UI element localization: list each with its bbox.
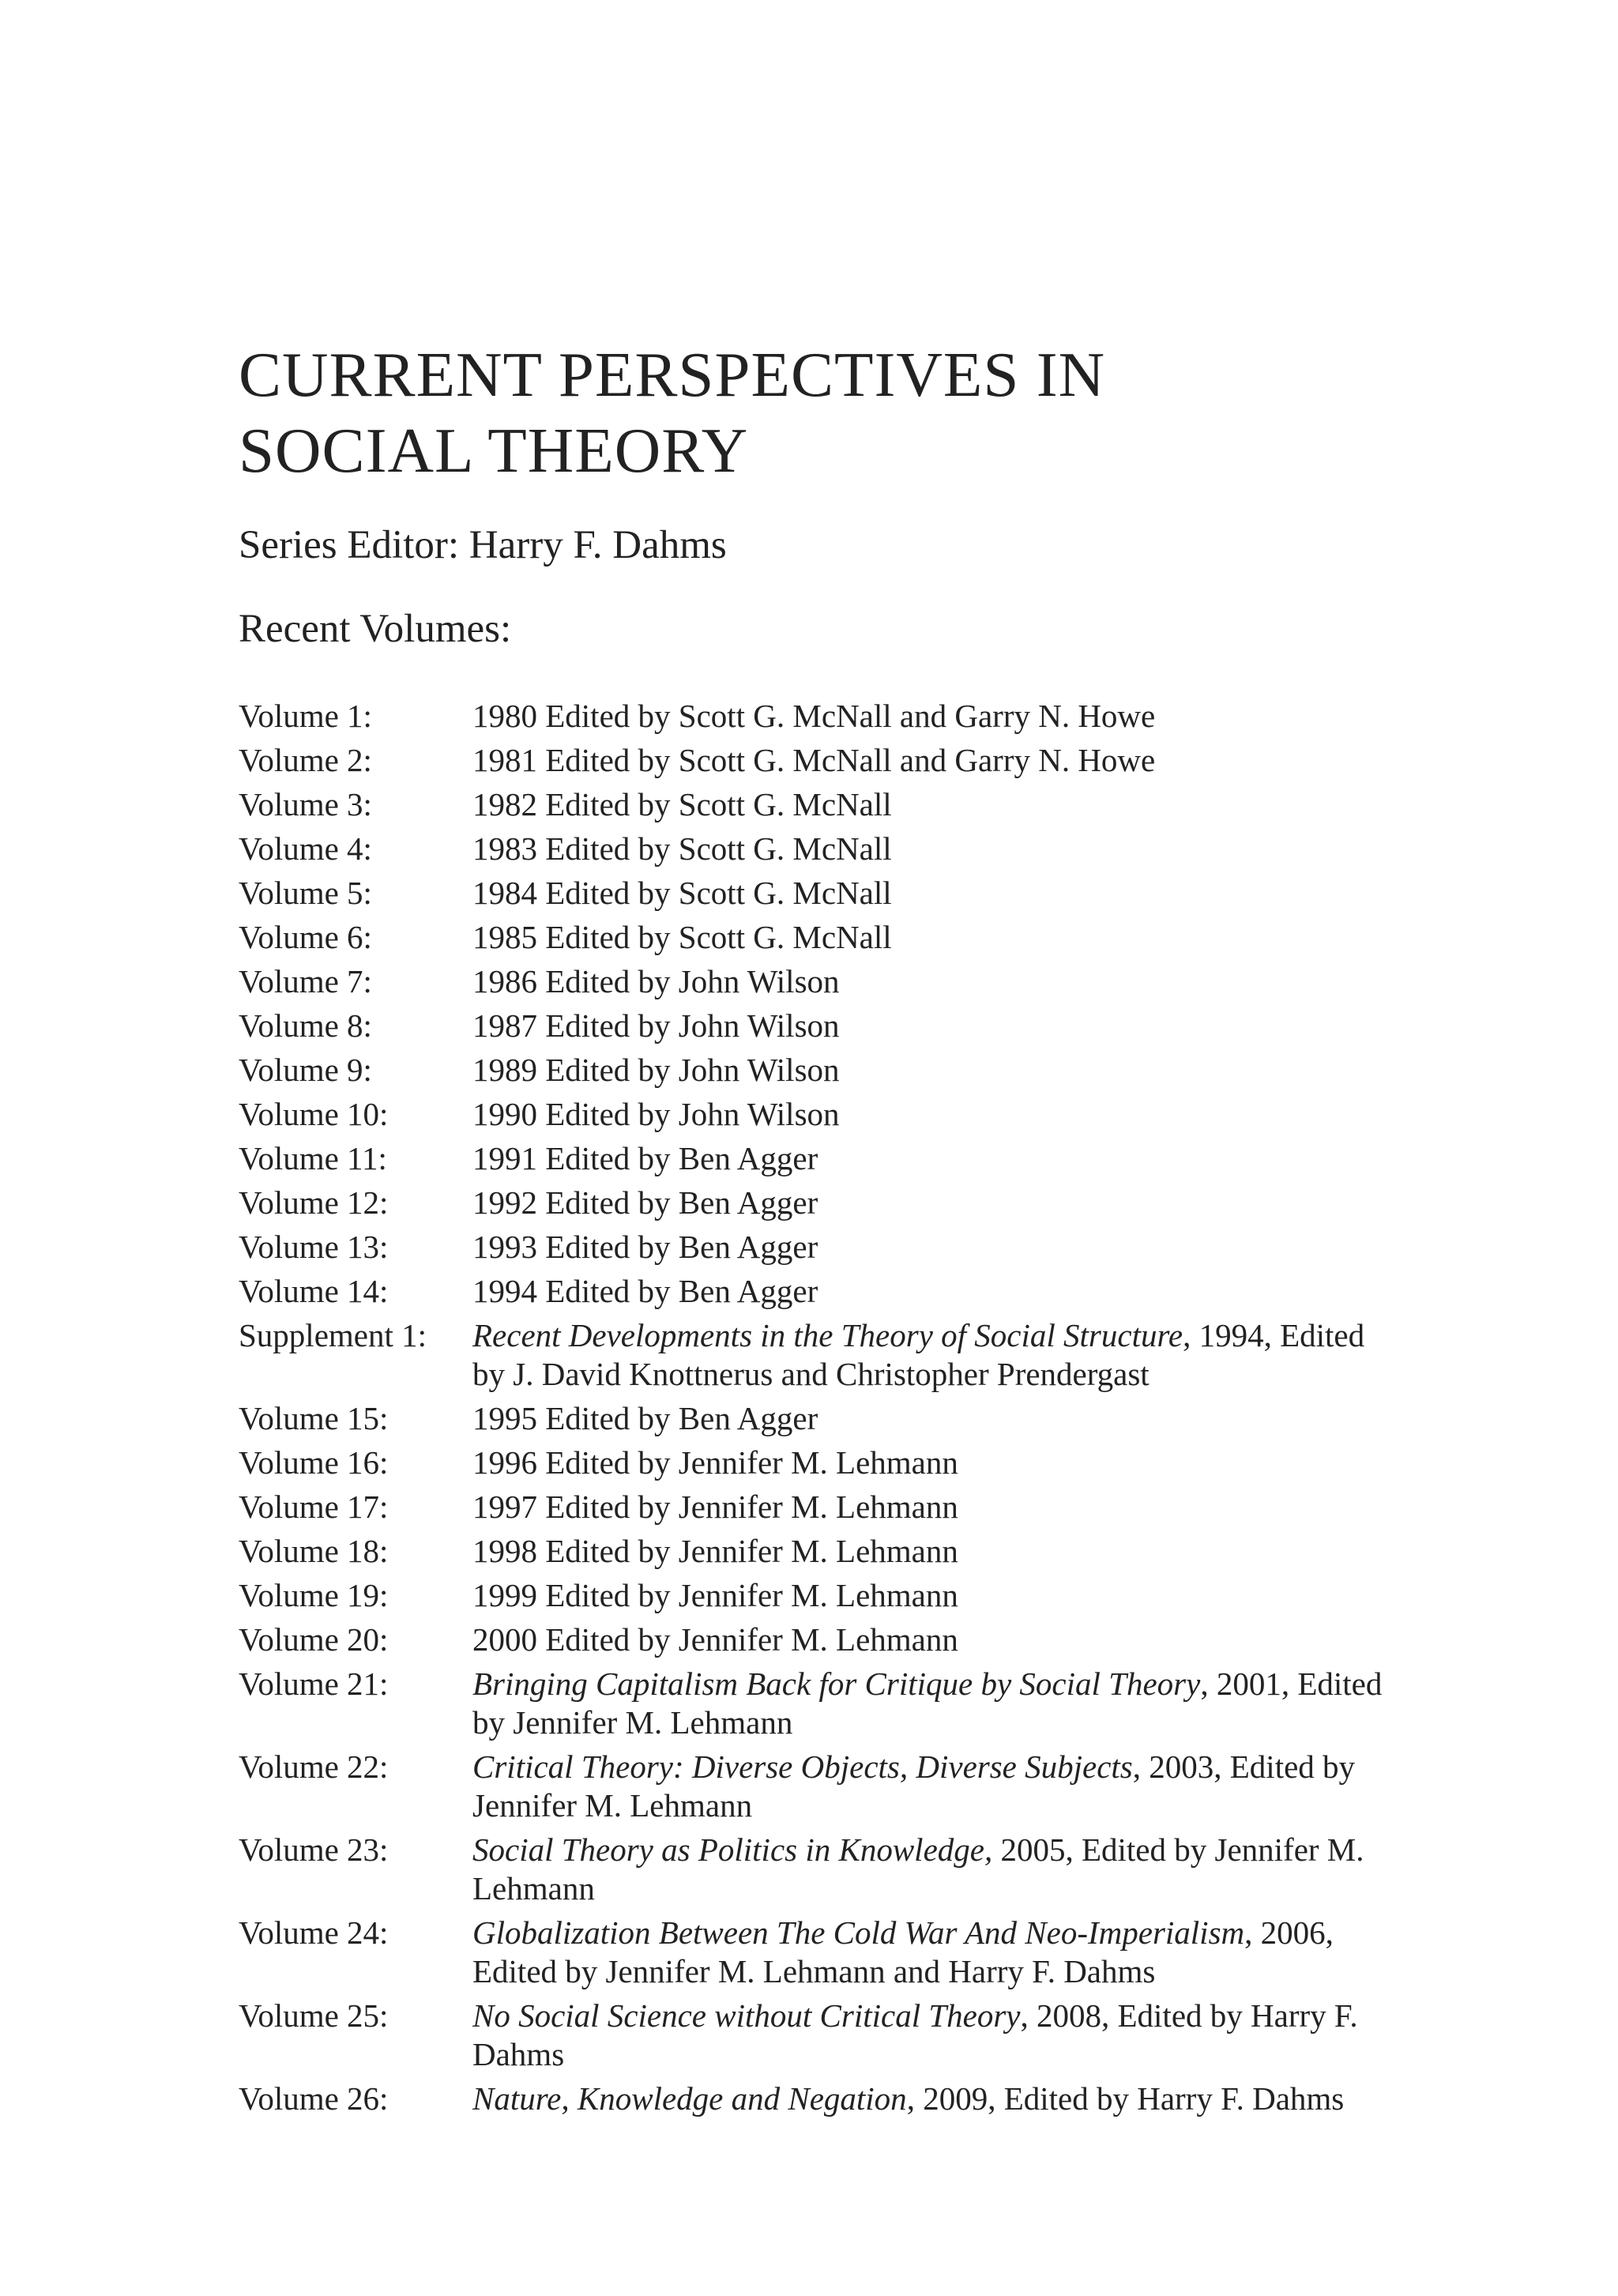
volume-title: Globalization Between The Cold War And Neo-Imperialism [472,1914,1245,1951]
volume-label: Volume 17: [239,1489,389,1525]
volume-entry [239,741,1582,780]
volume-label: Volume 15: [239,1400,389,1436]
volume-entry [239,1748,1582,1825]
recent-volumes-heading: Recent Volumes: [239,607,512,651]
volume-description [472,830,1389,868]
volume-description [472,1139,1389,1178]
volume-entry [239,918,1582,957]
volume-label: Volume 9: [239,1052,372,1088]
volume-entry [239,1316,1582,1394]
volume-description [472,785,1389,824]
volume-details: , 2003, Edited by Jennifer M. Lehmann [472,1748,1356,1824]
volume-label: Volume 2: [239,742,372,778]
volume-entry [239,1399,1582,1438]
volume-label: Volume 24: [239,1914,389,1951]
volume-details: 1981 Edited by Scott G. McNall and Garry N. Howe [472,742,1156,778]
volume-label: Volume 14: [239,1273,389,1309]
volume-entry [239,1184,1582,1222]
volume-label: Volume 26: [239,2080,389,2117]
volume-entry [239,2080,1582,2118]
volume-description [472,962,1389,1001]
volume-entry [239,962,1582,1001]
volume-details: , 2008, Edited by Harry F. Dahms [472,1997,1358,2072]
volume-entry [239,1576,1582,1615]
volume-details: 1997 Edited by Jennifer M. Lehmann [472,1489,958,1525]
volume-details: 1993 Edited by Ben Agger [472,1229,818,1265]
volume-description [472,1399,1389,1438]
volume-entry [239,1914,1582,1991]
volume-entry [239,1532,1582,1571]
volume-entry [239,1095,1582,1134]
volume-title: Social Theory as Politics in Knowledge, [472,1831,993,1868]
volume-description [472,1620,1389,1659]
volume-entry [239,1051,1582,1090]
volume-details: , 2009, Edited by Harry F. Dahms [906,2080,1345,2117]
volume-details: 1989 Edited by John Wilson [472,1052,840,1088]
volume-details: , 2001, Edited by Jennifer M. Lehmann [472,1666,1383,1741]
volume-description [472,1184,1389,1222]
series-title [239,337,1582,488]
volume-label: Volume 5: [239,875,372,911]
volume-description [472,1997,1389,2074]
volume-label: Volume 6: [239,919,372,955]
volume-description [472,1914,1389,1991]
volume-description [472,874,1389,913]
volume-label: Supplement 1: [239,1317,427,1353]
volume-label: Volume 10: [239,1096,389,1132]
volume-label: Volume 21: [239,1666,389,1702]
volume-title: No Social Science without Critical Theory [472,1997,1021,2034]
series-page [239,337,1582,2124]
volume-label: Volume 13: [239,1229,389,1265]
volume-label: Volume 25: [239,1997,389,2034]
volume-details: 2000 Edited by Jennifer M. Lehmann [472,1621,958,1658]
volume-description [472,1831,1389,1908]
volume-details: 2005, Edited by Jennifer M. Lehmann [472,1831,1364,1906]
volume-details: 1986 Edited by John Wilson [472,963,840,999]
volume-title: Bringing Capitalism Back for Critique by Social Theory [472,1666,1201,1702]
volume-label: Volume 12: [239,1184,389,1221]
volume-label: Volume 8: [239,1007,372,1044]
volume-entry [239,1272,1582,1311]
volume-entry [239,1228,1582,1267]
volume-description [472,741,1389,780]
volume-label: Volume 20: [239,1621,389,1658]
volume-details: 1992 Edited by Ben Agger [472,1184,818,1221]
volume-description [472,2080,1389,2118]
volume-title: Critical Theory: Diverse Objects, Diverse Subjects [472,1748,1133,1785]
volume-label: Volume 18: [239,1533,389,1569]
volume-details: 1984 Edited by Scott G. McNall [472,875,892,911]
volume-label: Volume 23: [239,1831,389,1868]
volume-list [239,697,1582,2118]
volume-description [472,697,1389,736]
volume-entry [239,1831,1582,1908]
volume-description [472,918,1389,957]
volume-details: 1982 Edited by Scott G. McNall [472,786,892,822]
volume-description [472,1007,1389,1045]
volume-details: 1998 Edited by Jennifer M. Lehmann [472,1533,958,1569]
volume-label: Volume 19: [239,1577,389,1613]
volume-details: 1987 Edited by John Wilson [472,1007,840,1044]
volume-entry [239,1007,1582,1045]
volume-label: Volume 3: [239,786,372,822]
volume-description [472,1488,1389,1526]
volume-title: Nature, Knowledge and Negation [472,2080,907,2117]
volume-description [472,1051,1389,1090]
volume-entry [239,830,1582,868]
volume-label: Volume 1: [239,698,372,734]
volume-details: 1980 Edited by Scott G. McNall and Garry N. Howe [472,698,1156,734]
volume-details: 1994 Edited by Ben Agger [472,1273,818,1309]
volume-details: 1985 Edited by Scott G. McNall [472,919,892,955]
series-title-line-2: SOCIAL THEORY [239,415,749,486]
volume-entry [239,785,1582,824]
volume-label: Volume 7: [239,963,372,999]
volume-entry [239,1443,1582,1482]
volume-label: Volume 16: [239,1444,389,1481]
volume-entry [239,874,1582,913]
volume-description [472,1532,1389,1571]
volume-details: 1995 Edited by Ben Agger [472,1400,818,1436]
volume-entry [239,1139,1582,1178]
volume-details: , 2006, Edited by Jennifer M. Lehmann and Harry F. Dahms [472,1914,1334,1989]
volume-title: Recent Developments in the Theory of Social Structure [472,1317,1183,1353]
series-editor: Series Editor: Harry F. Dahms [239,523,727,567]
volume-entry [239,1665,1582,1742]
volume-details: 1983 Edited by Scott G. McNall [472,830,892,867]
volume-entry [239,1997,1582,2074]
volume-details: 1991 Edited by Ben Agger [472,1140,818,1176]
volume-description [472,1095,1389,1134]
volume-description [472,1748,1389,1825]
volume-label: Volume 4: [239,830,372,867]
volume-entry [239,1488,1582,1526]
volume-details: , 1994, Edited by J. David Knottnerus and Christopher Prendergast [472,1317,1365,1392]
volume-description [472,1228,1389,1267]
volume-description [472,1576,1389,1615]
series-title-line-1: CURRENT PERSPECTIVES IN [239,339,1106,410]
volume-description [472,1443,1389,1482]
volume-label: Volume 11: [239,1140,387,1176]
volume-description [472,1665,1389,1742]
volume-label: Volume 22: [239,1748,389,1785]
volume-details: 1990 Edited by John Wilson [472,1096,840,1132]
volume-details: 1996 Edited by Jennifer M. Lehmann [472,1444,958,1481]
volume-entry [239,697,1582,736]
volume-description [472,1316,1389,1394]
volume-details: 1999 Edited by Jennifer M. Lehmann [472,1577,958,1613]
volume-description [472,1272,1389,1311]
volume-entry [239,1620,1582,1659]
